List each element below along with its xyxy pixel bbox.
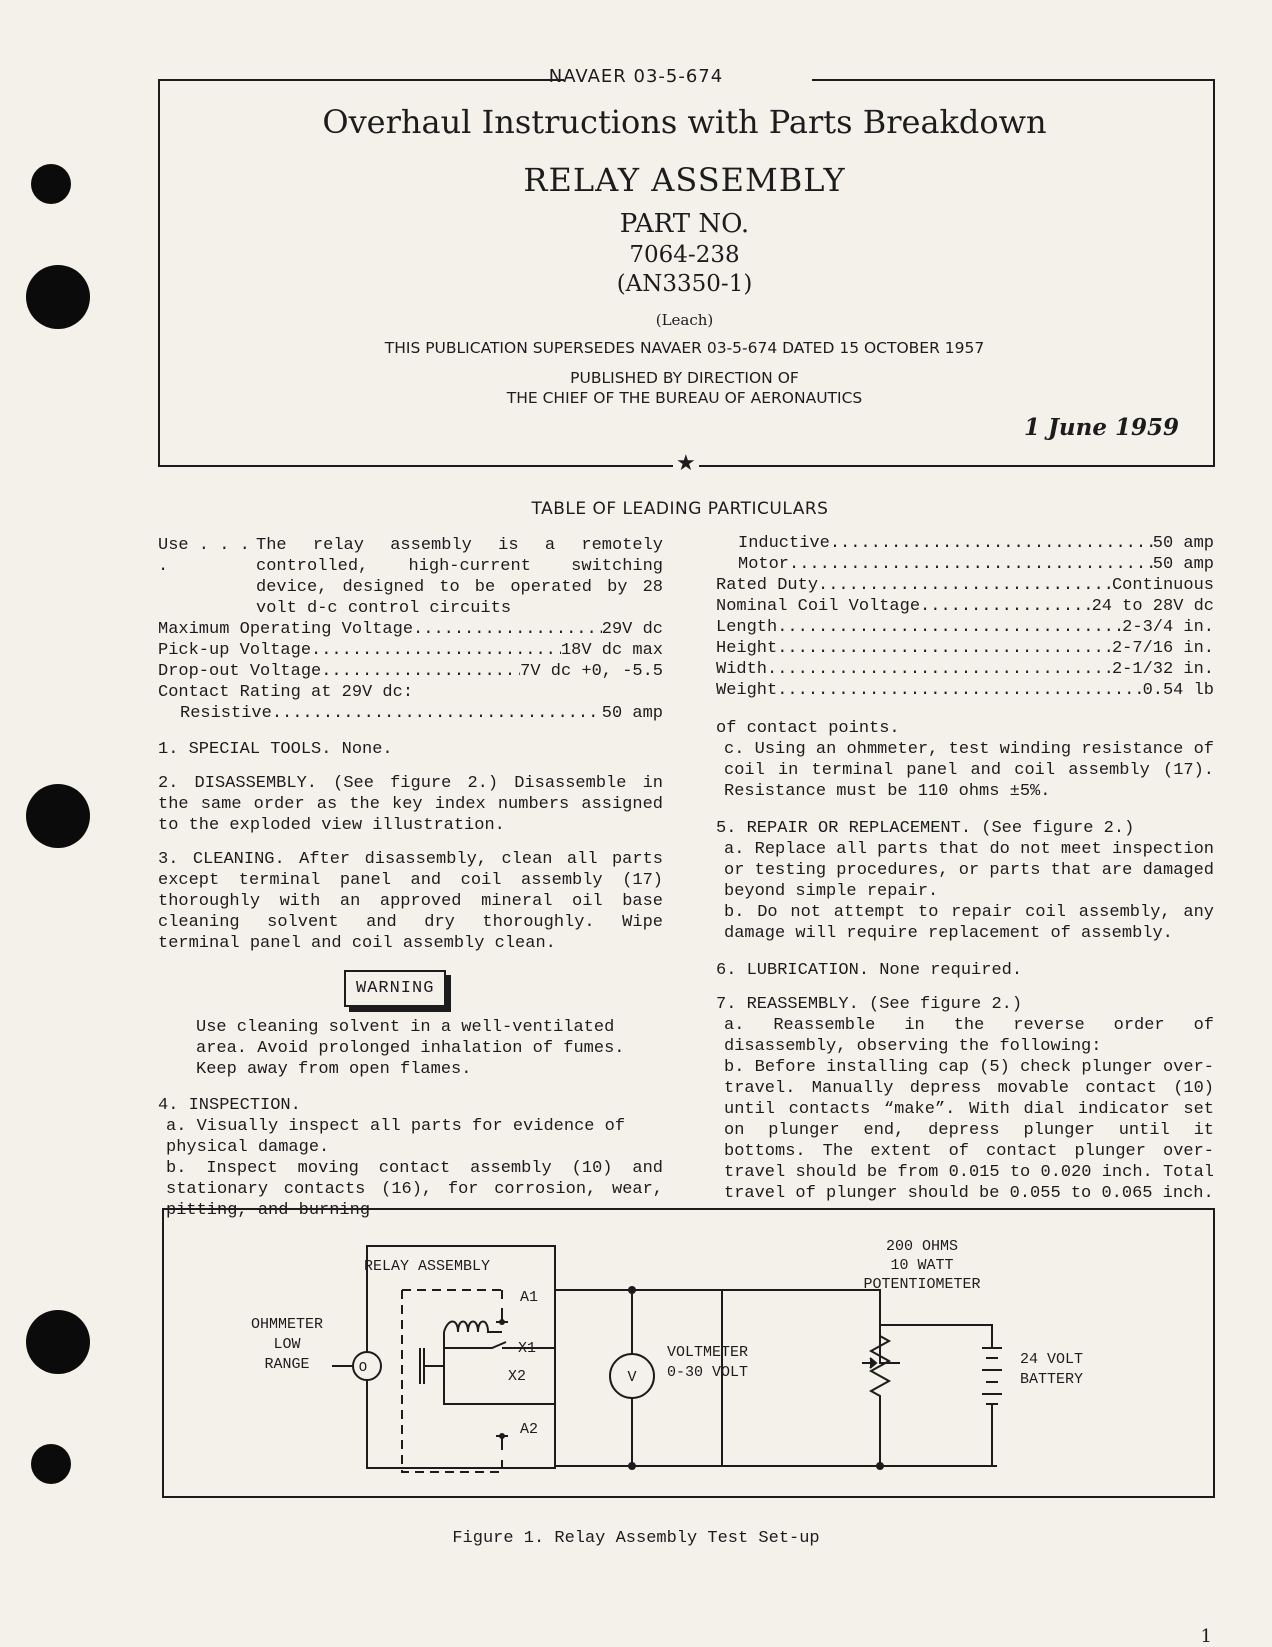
spec-row: Nominal Coil Voltage ..... 24 to 28V dc [716, 596, 1214, 617]
publication-date: 1 June 1959 [1024, 414, 1179, 441]
contact-rating-label: Contact Rating at 29V dc: [158, 683, 414, 702]
ohmmeter-symbol-label: O [358, 1360, 368, 1376]
section-cleaning: 3. CLEANING. After disassembly, clean all parts except terminal panel and coil assembly (17) thoroughly with an approved mineral oil base cleaning solvent and dry thoroughly. Wipe terminal panel and coil assembly clean. [158, 850, 663, 953]
repair-a: a. Replace all parts that do not meet inspection or testing procedures, or parts that are damaged beyond simple repair. [724, 840, 1214, 901]
inspection-b: b. Inspect moving contact assembly (10) and stationary contacts (16), for corrosion, wear, pitting, and burning [166, 1159, 663, 1220]
voltmeter-label-1: VOLTMETER [667, 1344, 749, 1361]
ohmmeter-label-2: LOW [273, 1336, 301, 1353]
spec-row: Height ..... 2-7/16 in. [716, 638, 1214, 659]
inspection-c: c. Using an ohmmeter, test winding resistance of coil in terminal panel and coil assembly (17). Resistance must be 110 ohms ±5%. [724, 740, 1214, 801]
left-column [158, 535, 663, 1221]
section-reassembly: 7. REASSEMBLY. (See figure 2.) [716, 995, 1023, 1014]
terminal-x2-label: X2 [508, 1368, 527, 1385]
spec-row: Width ..... 2-1/32 in. [716, 659, 1214, 680]
voltmeter-label-2: 0-30 VOLT [667, 1364, 749, 1381]
ohmmeter-label-3: RANGE [264, 1356, 310, 1373]
right-column [716, 533, 1214, 1204]
section-inspection: 4. INSPECTION. [158, 1096, 301, 1115]
supersedes-notice: THIS PUBLICATION SUPERSEDES NAVAER 03-5-674 DATED 15 OCTOBER 1957 [384, 339, 985, 357]
spec-row: Motor ..... 50 amp [716, 554, 1214, 575]
doc-title: Overhaul Instructions with Parts Breakdown [322, 103, 1047, 141]
binder-hole [26, 784, 90, 848]
spec-row: Drop-out Voltage ..... 7V dc +0, -5.5 [158, 661, 663, 682]
part-no-label: PART NO. [619, 209, 750, 239]
spec-row: Maximum Operating Voltage ..... 29V dc [158, 619, 663, 640]
an-number: (AN3350-1) [616, 271, 753, 297]
battery-label-2: BATTERY [1020, 1371, 1084, 1388]
part-number: 7064-238 [629, 242, 740, 268]
section-repair: 5. REPAIR OR REPLACEMENT. (See figure 2.) [716, 819, 1135, 838]
binder-hole [26, 1310, 90, 1374]
star-icon: ★ [673, 451, 699, 476]
binder-hole [31, 164, 71, 204]
terminal-a1-label: A1 [520, 1289, 539, 1306]
manufacturer: (Leach) [655, 311, 714, 329]
battery-label-1: 24 VOLT [1020, 1351, 1084, 1368]
potentiometer-label-2: 10 WATT [890, 1257, 954, 1274]
inspection-b-continued: of contact points. [716, 719, 900, 738]
published-by-line-2: THE CHIEF OF THE BUREAU OF AERONAUTICS [506, 389, 863, 407]
use-text: The relay assembly is a remotely controlled, high-current switching device, designed to be operated by 28 volt d-c control circuits [256, 536, 663, 618]
use-entry [158, 535, 663, 619]
relay-dashed-frame [402, 1290, 502, 1472]
published-by-line-1: PUBLISHED BY DIRECTION OF [570, 369, 799, 387]
page-number: 1 [1200, 1626, 1212, 1647]
section-lubrication: 6. LUBRICATION. None required. [716, 961, 1023, 980]
spec-row: Pick-up Voltage ..... 18V dc max [158, 640, 663, 661]
relay-label: RELAY ASSEMBLY [364, 1258, 491, 1275]
section-special-tools: 1. SPECIAL TOOLS. None. [158, 740, 393, 759]
use-label: Use . . . . [158, 536, 250, 576]
repair-b: b. Do not attempt to repair coil assembly, any damage will require replacement of assembly. [724, 903, 1214, 943]
binder-hole [26, 265, 90, 329]
potentiometer-label-3: POTENTIOMETER [863, 1276, 981, 1293]
section-disassembly: 2. DISASSEMBLY. (See figure 2.) Disassemble in the same order as the key index numbers assigned to the exploded view illustration. [158, 774, 663, 835]
particulars-heading: TABLE OF LEADING PARTICULARS [531, 499, 829, 519]
test-setup-diagram [162, 1208, 1211, 1496]
terminal-a2-label: A2 [520, 1421, 539, 1438]
doc-subject: RELAY ASSEMBLY [523, 161, 846, 199]
battery-symbol [982, 1348, 1002, 1466]
figure-caption: Figure 1. Relay Assembly Test Set-up [452, 1529, 820, 1548]
terminal-x1-label: X1 [518, 1340, 537, 1357]
spec-row: Weight ..... 0.54 lb [716, 680, 1214, 701]
reassembly-b: b. Before installing cap (5) check plunger over-travel. Manually depress movable contact (10) until contacts “make”. With dial indicator set on plunger end, depress plunger until it bottoms. The extent of contact plunger over-travel should be from 0.015 to 0.020 inch. Total travel of plunger should be 0.055 to 0.065 inch. [724, 1058, 1214, 1203]
spec-row: Inductive ..... 50 amp [716, 533, 1214, 554]
spec-row: Length ..... 2-3/4 in. [716, 617, 1214, 638]
doc-number: NAVAER 03-5-674 [548, 66, 724, 87]
spec-row: Resistive ..... 50 amp [158, 703, 663, 724]
voltmeter-symbol-label: V [627, 1369, 637, 1386]
spec-row: Rated Duty ..... Continuous [716, 575, 1214, 596]
warning-text: Use cleaning solvent in a well-ventilated area. Avoid prolonged inhalation of fumes. Keep away from open flames. [196, 1018, 625, 1079]
potentiometer-symbol [871, 1325, 997, 1466]
warning-badge: WARNING [344, 970, 446, 1007]
inspection-a: a. Visually inspect all parts for evidence of physical damage. [166, 1117, 626, 1157]
binder-hole [31, 1444, 71, 1484]
ohmmeter-label-1: OHMMETER [250, 1316, 324, 1333]
potentiometer-label-1: 200 OHMS [885, 1238, 959, 1255]
reassembly-a: a. Reassemble in the reverse order of disassembly, observing the following: [724, 1016, 1214, 1056]
